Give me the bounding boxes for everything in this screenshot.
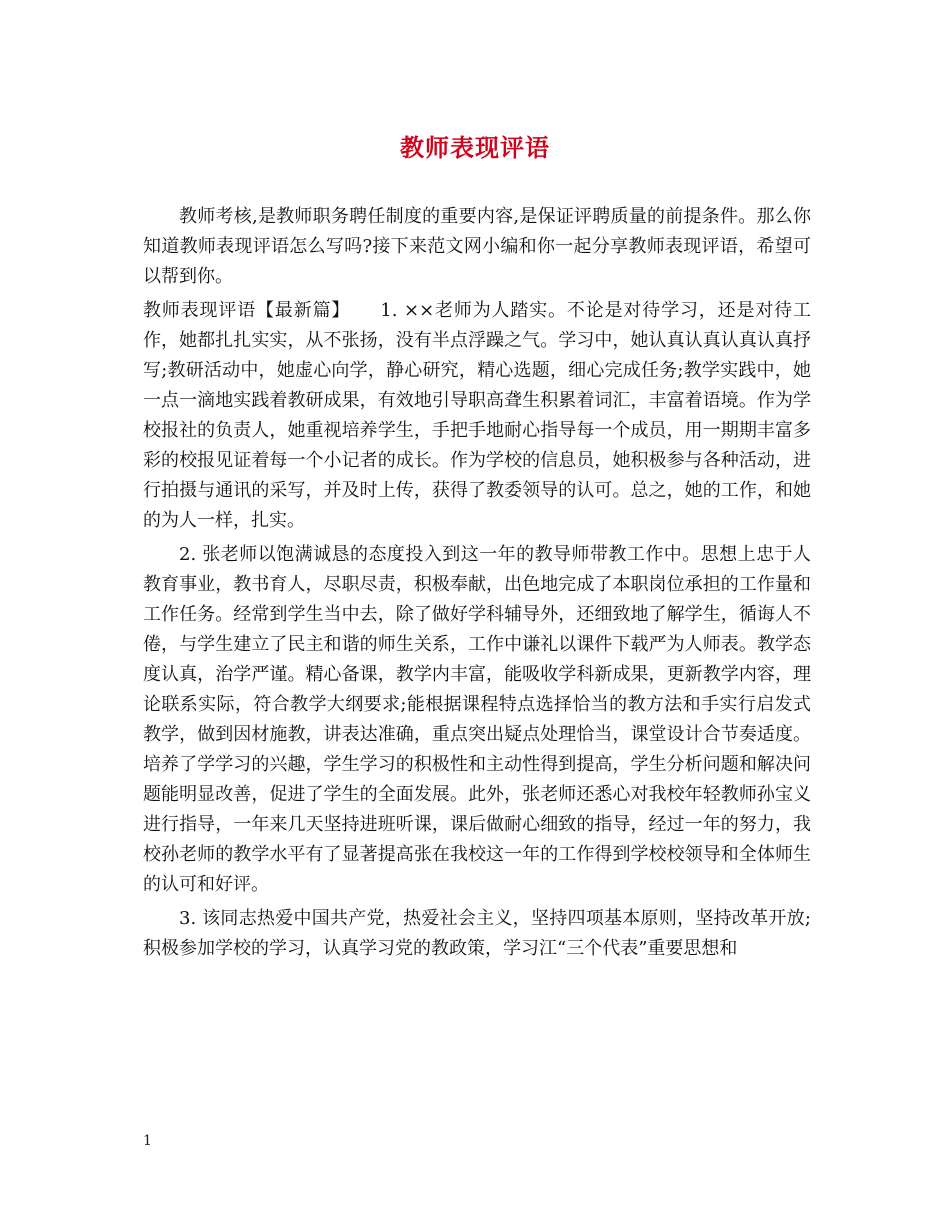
section-label: 教师表现评语【最新篇】 <box>143 300 351 321</box>
document-body <box>143 202 811 964</box>
first-entry-paragraph <box>143 296 811 536</box>
intro-paragraph: 教师考核,是教师职务聘任制度的重要内容,是保证评聘质量的前提条件。那么你知道教师表现评语怎么写吗?接下来范文网小编和你一起分享教师表现评语，希望可以帮到你。 <box>143 206 811 287</box>
paragraph-1-text: 1. ××老师为人踏实。不论是对待学习，还是对待工作，她都扎扎实实，从不张扬，没有半点浮躁之气。学习中，她认真认真认真认真抒写;教研活动中，她虚心向学，静心研究，精心选题，细心完成任务;教学实践中，她一点一滴地实践着教研成果，有效地引导职高聋生积累着词汇，丰富着语境。作为学校报社的负责人，她重视培养学生，手把手地耐心指导每一个成员，用一期期丰富多彩的校报见证着每一个小记者的成长。作为学校的信息员，她积极参与各种活动，进行拍摄与通讯的采写，并及时上传，获得了教委领导的认可。总之，她的工作，和她的为人一样，扎实。 <box>143 300 812 531</box>
page-number: 1 <box>143 1133 152 1149</box>
paragraph-2: 2. 张老师以饱满诚恳的态度投入到这一年的教导师带教工作中。思想上忠于人教育事业，教书育人，尽职尽责，积极奉献，出色地完成了本职岗位承担的工作量和工作任务。经常到学生当中去，除了做好学科辅导外，还细致地了解学生，循诲人不倦，与学生建立了民主和谐的师生关系，工作中谦礼以课件下载严为人师表。教学态度认真，治学严谨。精心备课，教学内丰富，能吸收学科新成果，更新教学内容，理论联系实际，符合教学大纲要求;能根据课程特点选择恰当的教方法和手实行启发式教学，做到因材施教，讲表达准确，重点突出疑点处理恰当，课堂设计合节奏适度。培养了学学习的兴趣，学生学习的积极性和主动性得到提高，学生分析问题和解决问题能明显改善，促进了学生的全面发展。此外，张老师还悉心对我校年轻教师孙宝义进行指导，一年来几天坚持进班听课，课后做耐心细致的指导，经过一年的努力，我校孙老师的教学水平有了显著提高张在我校这一年的工作得到学校校领导和全体师生的认可和好评。 <box>143 544 811 895</box>
document-title: 教师表现评语 <box>400 133 550 162</box>
paragraph-3: 3. 该同志热爱中国共产党，热爱社会主义，坚持四项基本原则，坚持改革开放;积极参加学校的学习，认真学习党的教政策，学习江“三个代表”重要思想和 <box>143 908 811 959</box>
